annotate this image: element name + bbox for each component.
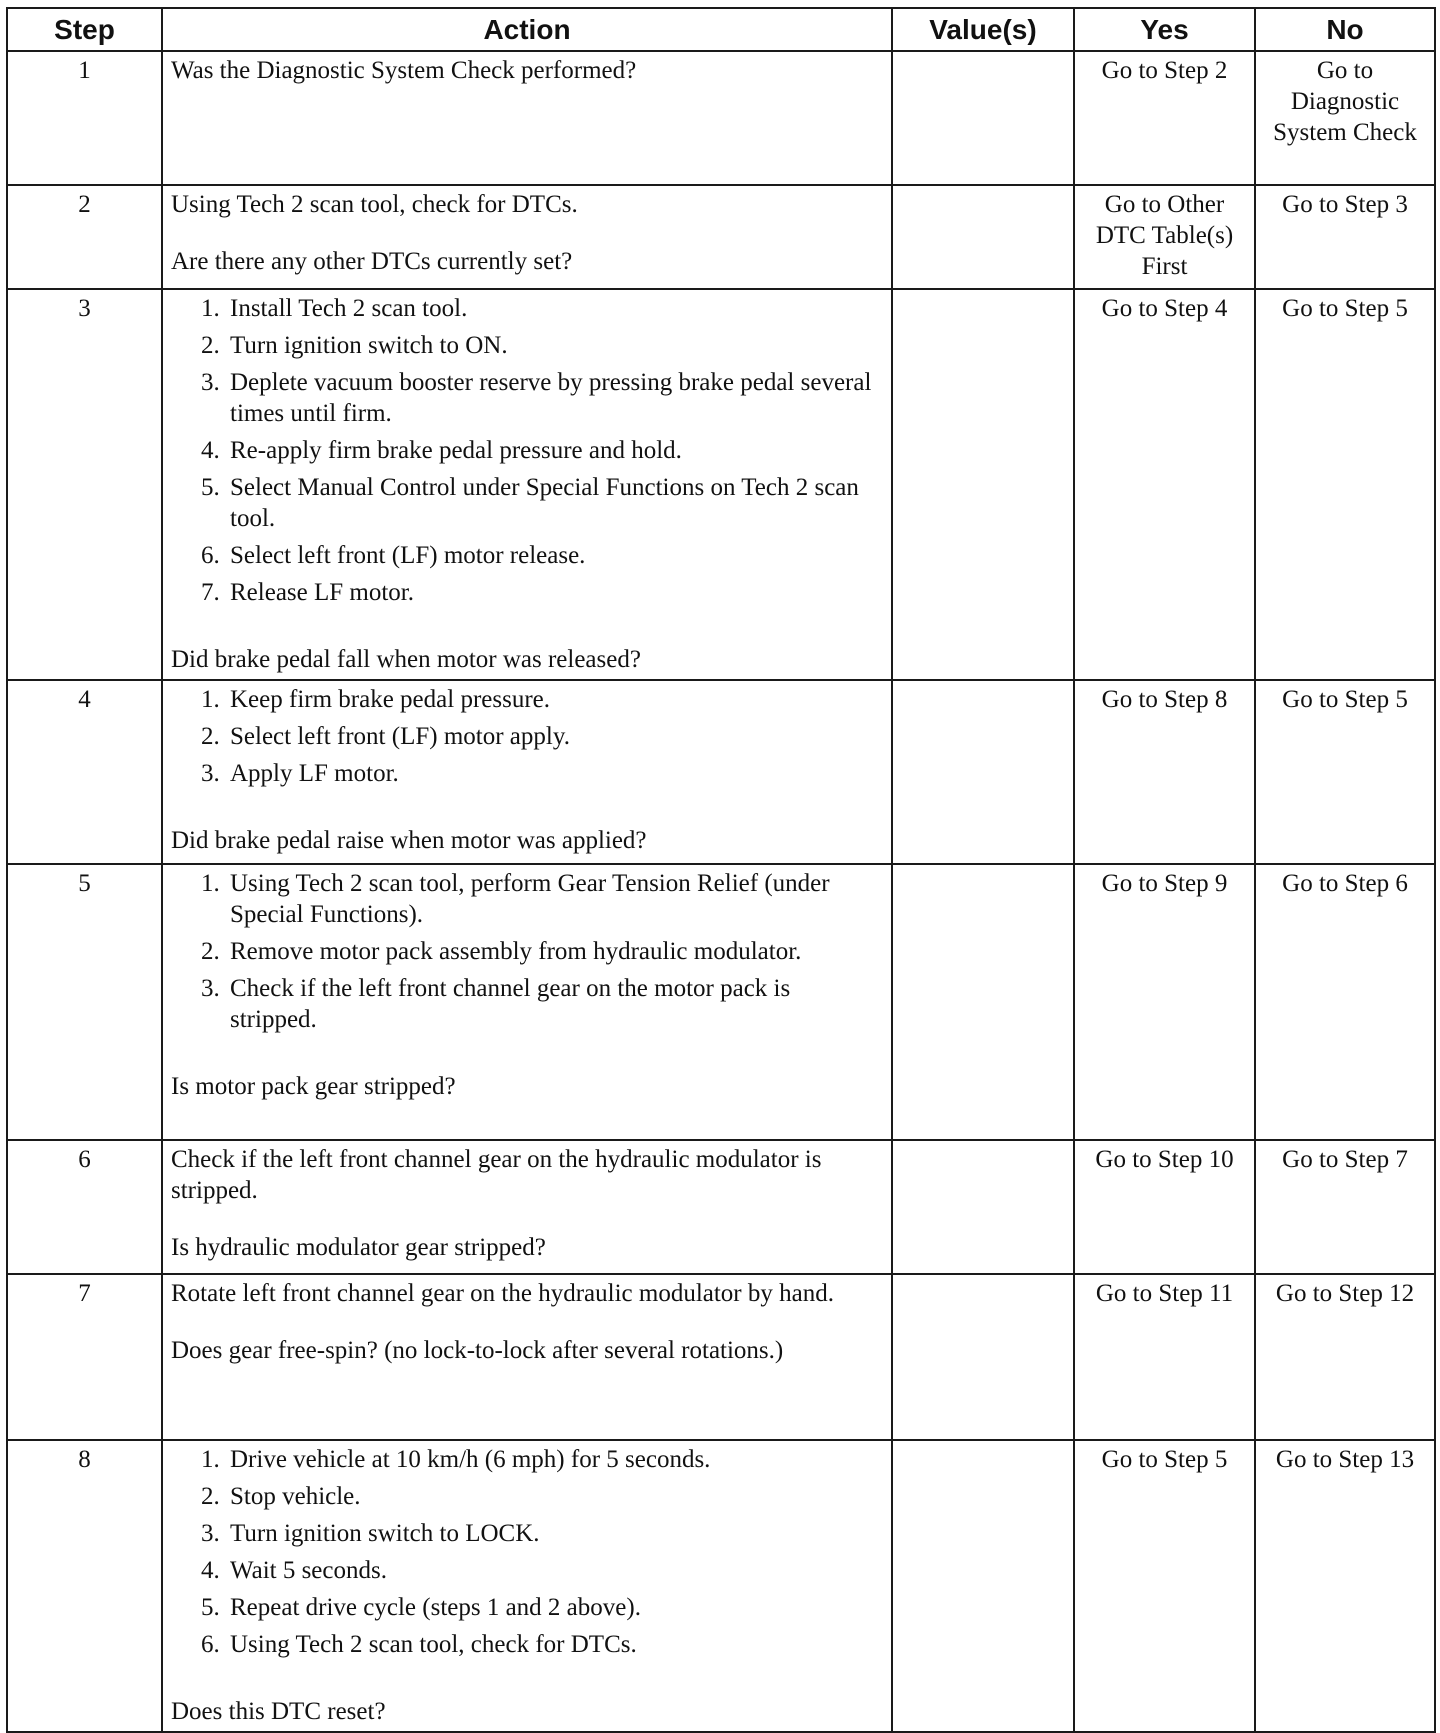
action-text: Using Tech 2 scan tool, check for DTCs. bbox=[171, 191, 578, 218]
no-cell: Go to Step 6 bbox=[1255, 864, 1435, 1140]
step-number: 2 bbox=[7, 185, 162, 289]
no-cell: Go to Step 3 bbox=[1255, 185, 1435, 289]
yes-cell: Go to Step 5 bbox=[1074, 1440, 1255, 1732]
action-question: Is motor pack gear stripped? bbox=[171, 1073, 456, 1100]
yes-cell: Go to Step 9 bbox=[1074, 864, 1255, 1140]
diagnostic-table bbox=[6, 7, 1436, 1733]
action-step-item: 3. Apply LF motor. bbox=[226, 758, 881, 789]
action-step-item: 2. Turn ignition switch to ON. bbox=[226, 330, 881, 361]
header-row bbox=[7, 8, 1435, 51]
step-number: 8 bbox=[7, 1440, 162, 1732]
action-step-item: 1. Drive vehicle at 10 km/h (6 mph) for 5 seconds. bbox=[226, 1444, 881, 1475]
header-yes: Yes bbox=[1074, 8, 1255, 51]
no-cell: Go to Step 12 bbox=[1255, 1274, 1435, 1440]
action-steps-list bbox=[171, 293, 881, 608]
action-cell bbox=[162, 289, 892, 680]
yes-cell: Go to Step 8 bbox=[1074, 680, 1255, 864]
no-cell: Go to Step 13 bbox=[1255, 1440, 1435, 1732]
no-cell: Go to Step 7 bbox=[1255, 1140, 1435, 1274]
action-question: Does this DTC reset? bbox=[171, 1698, 386, 1725]
value-cell bbox=[892, 51, 1074, 185]
action-step-item: 2. Remove motor pack assembly from hydraulic modulator. bbox=[226, 936, 881, 967]
table-row bbox=[7, 51, 1435, 185]
action-step-item: 1. Using Tech 2 scan tool, perform Gear Tension Relief (under Special Functions). bbox=[226, 868, 881, 930]
step-number: 5 bbox=[7, 864, 162, 1140]
step-number: 3 bbox=[7, 289, 162, 680]
value-cell bbox=[892, 289, 1074, 680]
table-row bbox=[7, 1140, 1435, 1274]
table-row bbox=[7, 1440, 1435, 1732]
table-row bbox=[7, 185, 1435, 289]
table-row bbox=[7, 864, 1435, 1140]
yes-cell: Go to Step 11 bbox=[1074, 1274, 1255, 1440]
step-number: 6 bbox=[7, 1140, 162, 1274]
action-step-item: 4. Wait 5 seconds. bbox=[226, 1555, 881, 1586]
step-number: 4 bbox=[7, 680, 162, 864]
yes-cell: Go to Step 4 bbox=[1074, 289, 1255, 680]
action-step-item: 4. Re-apply firm brake pedal pressure and hold. bbox=[226, 435, 881, 466]
action-cell bbox=[162, 1274, 892, 1440]
header-action: Action bbox=[162, 8, 892, 51]
action-steps-list bbox=[171, 1444, 881, 1660]
action-question: Is hydraulic modulator gear stripped? bbox=[171, 1234, 546, 1261]
action-question: Are there any other DTCs currently set? bbox=[171, 248, 573, 275]
step-number: 7 bbox=[7, 1274, 162, 1440]
header-values: Value(s) bbox=[892, 8, 1074, 51]
action-text: Was the Diagnostic System Check performed? bbox=[171, 57, 637, 84]
header-step: Step bbox=[7, 8, 162, 51]
no-cell: Go to Step 5 bbox=[1255, 289, 1435, 680]
action-step-item: 1. Keep firm brake pedal pressure. bbox=[226, 684, 881, 715]
action-step-item: 7. Release LF motor. bbox=[226, 577, 881, 608]
header-no: No bbox=[1255, 8, 1435, 51]
yes-cell: Go to Step 10 bbox=[1074, 1140, 1255, 1274]
action-question: Does gear free-spin? (no lock-to-lock after several rotations.) bbox=[171, 1337, 784, 1364]
action-question: Did brake pedal raise when motor was applied? bbox=[171, 827, 647, 854]
action-cell bbox=[162, 51, 892, 185]
action-cell bbox=[162, 1140, 892, 1274]
action-step-item: 3. Turn ignition switch to LOCK. bbox=[226, 1518, 881, 1549]
action-step-item: 1. Install Tech 2 scan tool. bbox=[226, 293, 881, 324]
yes-cell: Go to Step 2 bbox=[1074, 51, 1255, 185]
value-cell bbox=[892, 680, 1074, 864]
action-steps-list bbox=[171, 684, 881, 789]
action-text: Check if the left front channel gear on the hydraulic modulator is stripped. bbox=[171, 1146, 822, 1204]
action-cell bbox=[162, 185, 892, 289]
yes-cell: Go to Other DTC Table(s) First bbox=[1074, 185, 1255, 289]
table-row bbox=[7, 289, 1435, 680]
value-cell bbox=[892, 1440, 1074, 1732]
action-step-item: 6. Using Tech 2 scan tool, check for DTCs. bbox=[226, 1629, 881, 1660]
action-cell bbox=[162, 1440, 892, 1732]
action-steps-list bbox=[171, 868, 881, 1035]
action-step-item: 3. Deplete vacuum booster reserve by pressing brake pedal several times until firm. bbox=[226, 367, 881, 429]
action-cell bbox=[162, 680, 892, 864]
step-number: 1 bbox=[7, 51, 162, 185]
no-cell: Go to Diagnostic System Check bbox=[1255, 51, 1435, 185]
action-text: Rotate left front channel gear on the hydraulic modulator by hand. bbox=[171, 1280, 834, 1307]
value-cell bbox=[892, 185, 1074, 289]
action-question: Did brake pedal fall when motor was released? bbox=[171, 646, 641, 673]
table-row bbox=[7, 680, 1435, 864]
action-step-item: 6. Select left front (LF) motor release. bbox=[226, 540, 881, 571]
value-cell bbox=[892, 1140, 1074, 1274]
no-cell: Go to Step 5 bbox=[1255, 680, 1435, 864]
action-step-item: 2. Select left front (LF) motor apply. bbox=[226, 721, 881, 752]
value-cell bbox=[892, 864, 1074, 1140]
value-cell bbox=[892, 1274, 1074, 1440]
action-cell bbox=[162, 864, 892, 1140]
action-step-item: 5. Repeat drive cycle (steps 1 and 2 above). bbox=[226, 1592, 881, 1623]
action-step-item: 2. Stop vehicle. bbox=[226, 1481, 881, 1512]
table-row bbox=[7, 1274, 1435, 1440]
action-step-item: 5. Select Manual Control under Special Functions on Tech 2 scan tool. bbox=[226, 472, 881, 534]
action-step-item: 3. Check if the left front channel gear on the motor pack is stripped. bbox=[226, 973, 881, 1035]
